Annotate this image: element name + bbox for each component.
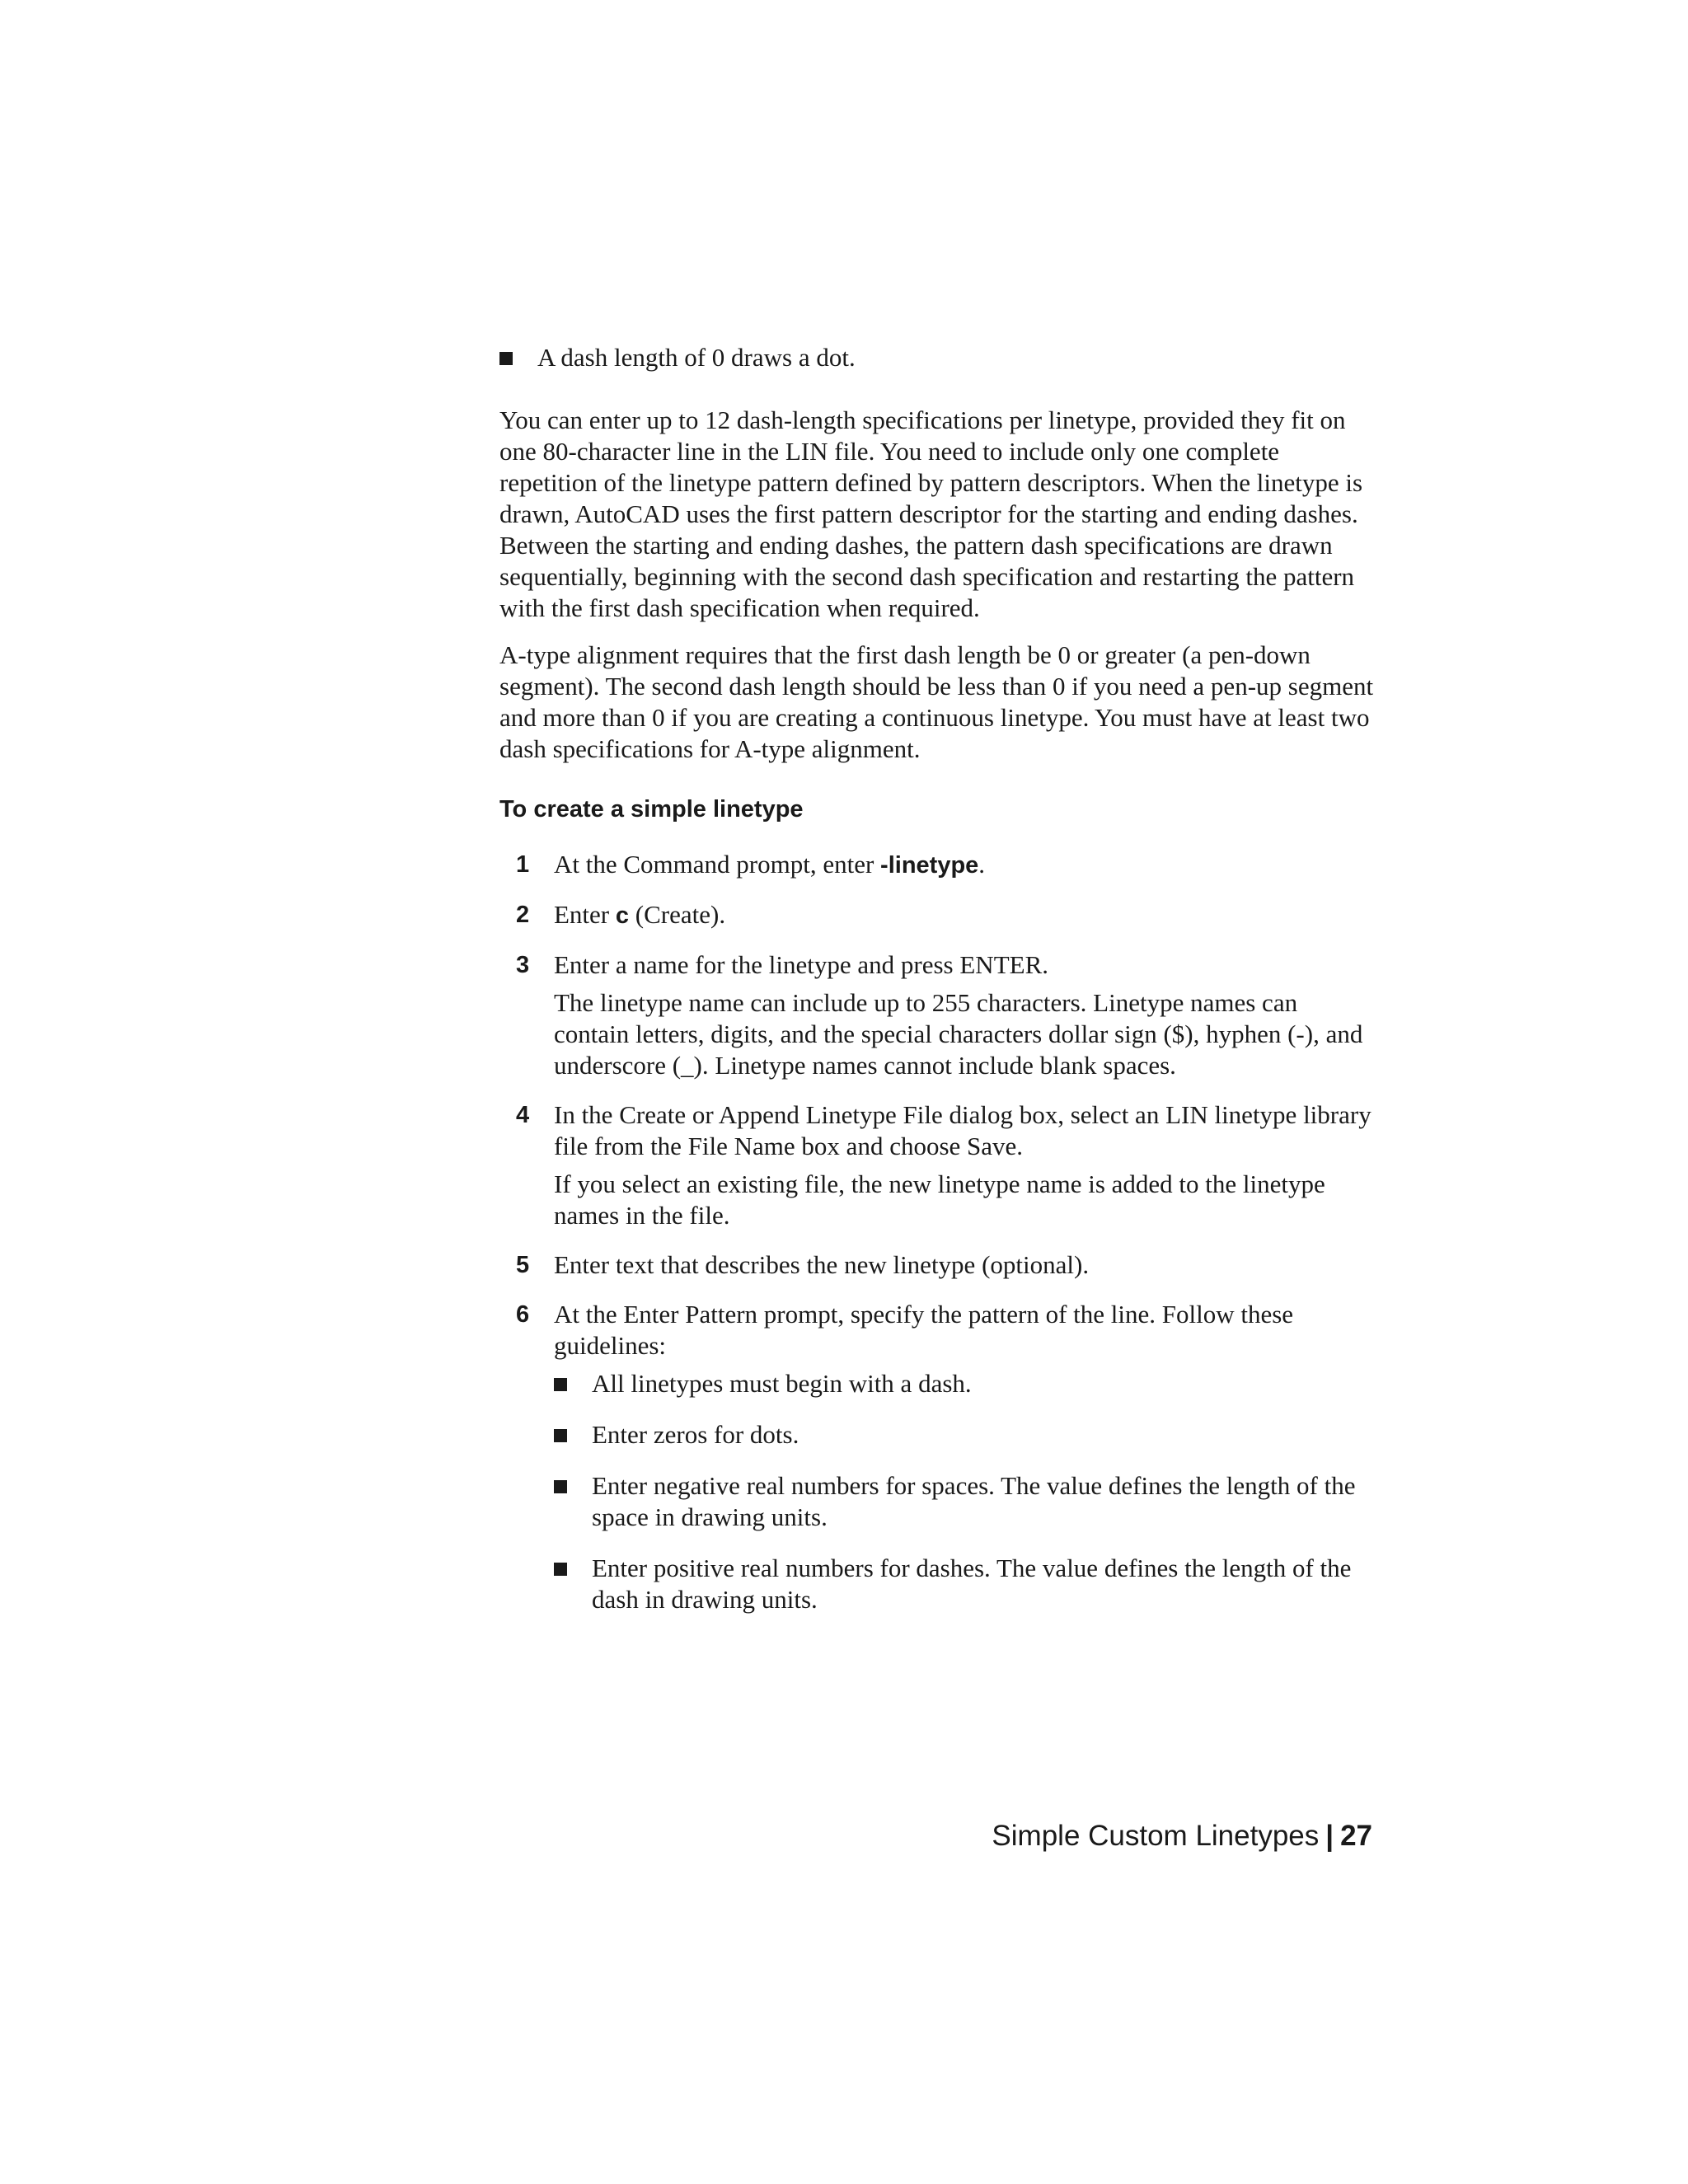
- step-number: 2: [516, 902, 530, 928]
- guideline-item: [554, 1470, 1375, 1533]
- step-number: 6: [516, 1301, 530, 1328]
- guideline-text: Enter positive real numbers for dashes. The value defines the length of the dash in drawing units.: [592, 1554, 1352, 1614]
- footer-separator: |: [1325, 1820, 1334, 1852]
- square-bullet-icon: [554, 1429, 567, 1442]
- guideline-text: Enter negative real numbers for spaces. The value defines the length of the space in drawing units.: [592, 1471, 1356, 1531]
- step-body: [554, 849, 1375, 881]
- step-text: In the Create or Append Linetype File dialog box, select an LIN linetype library file from the File Name box and choose Save.: [554, 1100, 1372, 1160]
- step-item: [499, 1299, 1375, 1635]
- guideline-item: [554, 1368, 1375, 1399]
- step-item: [499, 1249, 1375, 1281]
- step-detail: If you select an existing file, the new linetype name is added to the linetype names in the file.: [554, 1169, 1325, 1230]
- guideline-text: Enter zeros for dots.: [592, 1420, 799, 1449]
- step-body: [554, 1249, 1375, 1281]
- page-number: 27: [1340, 1820, 1372, 1852]
- step-body: [554, 1299, 1375, 1635]
- step-body: [554, 899, 1375, 931]
- guideline-item: [554, 1553, 1375, 1615]
- step-text: Enter a name for the linetype and press ENTER.: [554, 950, 1048, 979]
- step-text: (Create).: [629, 900, 726, 929]
- step-number: 5: [516, 1252, 530, 1278]
- guideline-text: All linetypes must begin with a dash.: [592, 1369, 972, 1398]
- procedure-heading: To create a simple linetype: [499, 796, 804, 823]
- step-number: 3: [516, 952, 530, 978]
- step-number: 1: [516, 851, 530, 878]
- step-text: At the Enter Pattern prompt, specify the pattern of the line. Follow these guidelines:: [554, 1300, 1294, 1360]
- step-text: At the Command prompt, enter: [554, 850, 881, 879]
- guideline-item: [554, 1419, 1375, 1451]
- body-paragraph: You can enter up to 12 dash-length specifications per linetype, provided they fit on one 80-character line in the LIN file. You need to include only one complete repetition of the linetype pattern defined by pattern descriptors. When the linetype is drawn, AutoCAD uses the first pattern descriptor for the starting and ending dashes. Between the starting and ending dashes, the pattern dash specifications are drawn sequentially, beginning with the second dash specification and restarting the pattern with the first dash specification when required.: [499, 405, 1363, 622]
- square-bullet-icon: [554, 1563, 567, 1576]
- square-bullet-icon: [554, 1480, 567, 1493]
- step-item: [499, 899, 1375, 931]
- body-paragraph: A-type alignment requires that the first dash length be 0 or greater (a pen-down segment). The second dash length should be less than 0 if you need a pen-up segment and more than 0 if you are creating a continuous linetype. You must have at least two dash specifications for A-type alignment.: [499, 640, 1374, 763]
- page-content: [499, 342, 1375, 1653]
- square-bullet-icon: [499, 352, 513, 365]
- footer-section-title: Simple Custom Linetypes: [992, 1820, 1320, 1852]
- step-detail: The linetype name can include up to 255 characters. Linetype names can contain letters, digits, and the special characters dollar sign ($), hyphen (-), and underscore (_). Linetype names cannot include blank spaces.: [554, 988, 1363, 1080]
- bullet-text: A dash length of 0 draws a dot.: [537, 343, 856, 372]
- command-keyword: -linetype: [880, 852, 979, 879]
- step-text: Enter: [554, 900, 616, 929]
- step-text: Enter text that describes the new linetype (optional).: [554, 1250, 1090, 1279]
- page-footer: [992, 1820, 1372, 1853]
- command-keyword: c: [615, 902, 630, 929]
- step-text: .: [978, 850, 986, 879]
- bullet-item: [499, 342, 1375, 373]
- step-number: 4: [516, 1102, 530, 1128]
- step-item: [499, 949, 1375, 1081]
- step-item: [499, 849, 1375, 881]
- guidelines-list: [554, 1368, 1375, 1615]
- step-body: [554, 949, 1375, 1081]
- step-item: [499, 1099, 1375, 1231]
- step-body: [554, 1099, 1375, 1231]
- square-bullet-icon: [554, 1378, 567, 1391]
